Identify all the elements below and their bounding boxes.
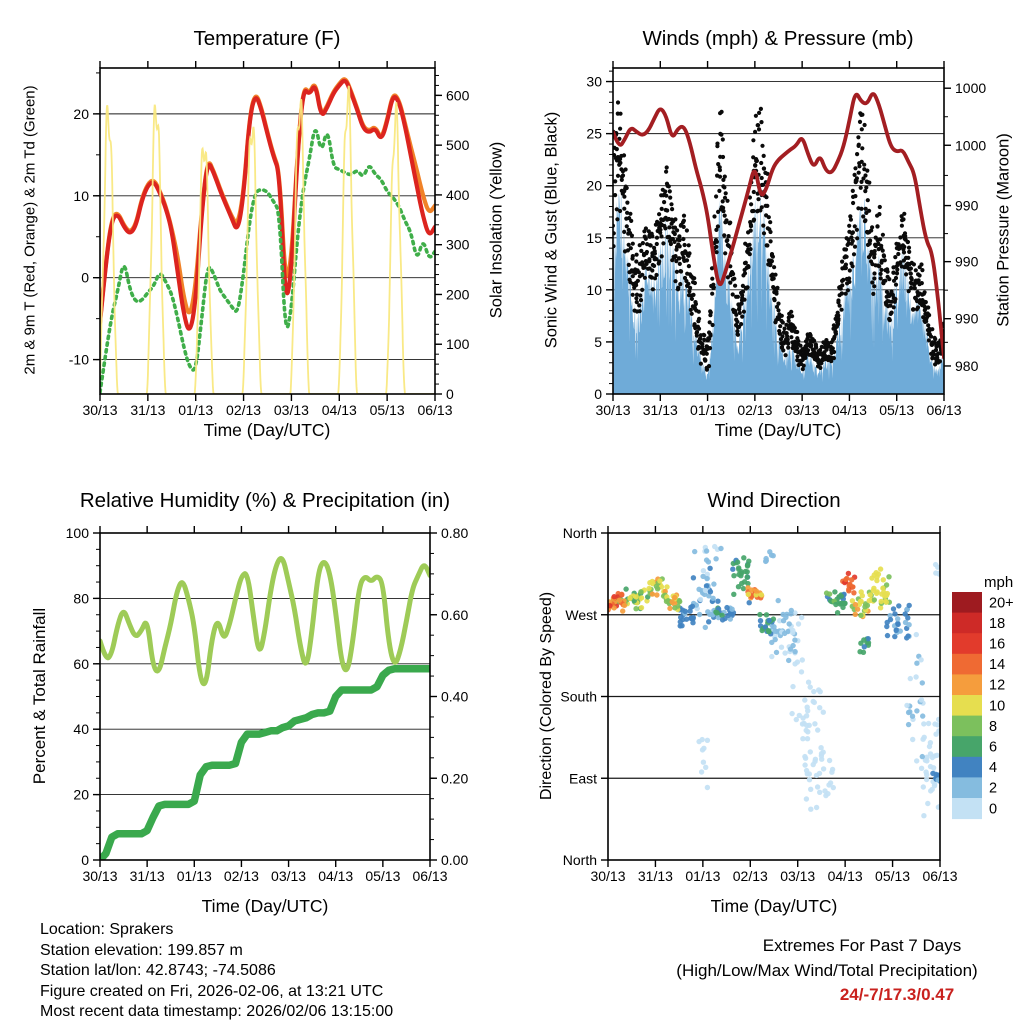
station-location: Location: Sprakers <box>40 921 174 938</box>
wind-direction-panel <box>560 525 957 884</box>
x-tick-label: 30/13 <box>595 402 631 418</box>
legend-swatch <box>952 592 982 613</box>
y-tick-label: 20 <box>73 786 89 803</box>
series-relative_humidity <box>100 559 430 684</box>
legend-label: 2 <box>989 780 998 797</box>
legend-swatch <box>952 654 982 675</box>
x-tick-label: 06/13 <box>417 402 453 418</box>
figure-created: Figure created on Fri, 2026-02-06, at 13:21 UTC <box>40 982 384 1000</box>
x-tick-label: 01/13 <box>690 402 726 418</box>
panel-title-rh-precip: Relative Humidity (%) & Precipitation (in) <box>79 489 451 512</box>
x-tick-label: 06/13 <box>922 868 958 884</box>
x-axis-label-temperature: Time (Day/UTC) <box>203 420 331 440</box>
legend-swatch <box>952 798 982 819</box>
direction-tick-label: South <box>560 688 597 705</box>
extremes-values: 24/-7/17.3/0.47 <box>839 985 955 1004</box>
pressure-tick-label: 980 <box>955 357 979 374</box>
x-tick-label: 05/13 <box>365 868 401 884</box>
legend-swatch <box>952 613 982 634</box>
legend-swatch <box>952 736 982 757</box>
x-tick-label: 04/13 <box>831 402 867 418</box>
x-tick-label: 30/13 <box>590 868 626 884</box>
direction-tick-label: East <box>568 770 597 787</box>
x-tick-label: 31/13 <box>129 868 165 884</box>
extremes-title: Extremes For Past 7 Days <box>762 936 962 955</box>
legend-swatch <box>952 633 982 654</box>
x-tick-label: 30/13 <box>82 868 118 884</box>
y-tick-label: 80 <box>73 590 89 607</box>
y-tick-label: 10 <box>73 187 89 204</box>
legend-label: 12 <box>989 677 1006 694</box>
legend-swatch <box>952 716 982 737</box>
legend-label: 14 <box>989 657 1006 674</box>
legend-swatch <box>952 757 982 778</box>
data-timestamp: Most recent data timestamp: 2026/02/06 13:15:00 <box>40 1003 394 1021</box>
y-tick-label: 10 <box>586 281 602 298</box>
x-tick-label: 06/13 <box>926 402 962 418</box>
direction-tick-label: West <box>565 606 597 623</box>
y-axis-label-temperature-left: 2m & 9m T (Red, Orange) & 2m Td (Green) <box>21 85 39 375</box>
temperature-panel <box>69 61 470 418</box>
x-tick-label: 01/13 <box>685 868 721 884</box>
direction-scatter <box>605 544 942 819</box>
y-tick-label: 0.40 <box>441 688 469 705</box>
legend-label: 4 <box>989 760 998 777</box>
legend-label: 18 <box>989 615 1006 632</box>
legend-label: 8 <box>989 718 998 735</box>
y-tick-label: 0.20 <box>441 770 469 787</box>
x-tick-label: 05/13 <box>369 402 405 418</box>
x-tick-label: 03/13 <box>784 402 820 418</box>
rh-precip-panel <box>66 525 469 884</box>
x-tick-label: 03/13 <box>271 868 307 884</box>
y-tick-label: 0.00 <box>441 852 469 868</box>
legend-label: 20+ <box>989 595 1014 612</box>
pressure-tick-label: 990 <box>955 197 979 214</box>
x-tick-label: 31/13 <box>130 402 166 418</box>
y-tick-label: 600 <box>446 87 470 104</box>
x-axis-label-wind-direction: Time (Day/UTC) <box>710 896 838 916</box>
y-tick-label: 400 <box>446 186 470 203</box>
x-tick-label: 02/13 <box>226 402 262 418</box>
x-tick-label: 02/13 <box>732 868 768 884</box>
x-tick-label: 31/13 <box>637 868 673 884</box>
y-tick-label: 5 <box>594 333 602 350</box>
y-tick-label: 60 <box>73 655 89 672</box>
x-tick-label: 05/13 <box>879 402 915 418</box>
station-info <box>40 920 393 1023</box>
legend-label: 0 <box>989 801 998 818</box>
legend-swatch <box>952 695 982 716</box>
y-tick-label: 300 <box>446 236 470 253</box>
y-tick-label: 0 <box>446 386 454 402</box>
x-tick-label: 30/13 <box>82 402 118 418</box>
legend-label: 16 <box>989 636 1006 653</box>
x-tick-label: 06/13 <box>412 868 448 884</box>
x-axis-label-wind-pressure: Time (Day/UTC) <box>714 420 842 440</box>
x-tick-label: 01/13 <box>176 868 212 884</box>
y-tick-label: 20 <box>73 105 89 122</box>
y-tick-label: -10 <box>68 351 89 368</box>
x-tick-label: 03/13 <box>780 868 816 884</box>
pressure-tick-label: 990 <box>955 253 979 270</box>
x-tick-label: 05/13 <box>875 868 911 884</box>
y-tick-label: 0 <box>81 269 89 286</box>
y-axis-label-wind-left: Sonic Wind & Gust (Blue, Black) <box>542 111 561 349</box>
y-axis-label-pressure-right: Station Pressure (Maroon) <box>994 133 1013 327</box>
extremes-subtitle: (High/Low/Max Wind/Total Precipitation) <box>676 961 978 980</box>
speed-legend <box>952 592 1014 819</box>
pressure-tick-label: 1000 <box>955 80 987 97</box>
y-tick-label: 200 <box>446 286 470 303</box>
y-tick-label: 0 <box>81 852 89 868</box>
direction-tick-label: North <box>562 525 597 541</box>
x-tick-label: 04/13 <box>318 868 354 884</box>
x-tick-label: 04/13 <box>827 868 863 884</box>
station-latlon: Station lat/lon: 42.8743; -74.5086 <box>40 962 276 980</box>
x-tick-label: 03/13 <box>273 402 309 418</box>
pressure-tick-label: 1000 <box>955 137 987 154</box>
y-tick-label: 25 <box>586 125 602 142</box>
panel-title-wind-pressure: Winds (mph) & Pressure (mb) <box>642 27 914 50</box>
wind-pressure-panel <box>586 61 986 418</box>
x-tick-label: 02/13 <box>223 868 259 884</box>
y-tick-label: 0.60 <box>441 606 469 623</box>
y-tick-label: 0.80 <box>441 525 469 541</box>
x-axis-label-rh-precip: Time (Day/UTC) <box>201 896 329 916</box>
y-axis-label-rh-left: Percent & Total Rainfall <box>30 607 49 785</box>
x-tick-label: 01/13 <box>178 402 214 418</box>
direction-tick-label: North <box>562 852 597 868</box>
y-tick-label: 30 <box>586 73 602 90</box>
y-tick-label: 500 <box>446 137 470 154</box>
legend-title-mph: mph <box>984 574 1014 591</box>
y-tick-label: 15 <box>586 229 602 246</box>
panel-title-wind-direction: Wind Direction <box>707 489 841 512</box>
legend-swatch <box>952 674 982 695</box>
x-tick-label: 04/13 <box>321 402 357 418</box>
panel-title-temperature: Temperature (F) <box>193 27 341 50</box>
legend-label: 10 <box>989 698 1006 715</box>
y-tick-label: 20 <box>586 177 602 194</box>
y-axis-label-direction-left: Direction (Colored By Speed) <box>538 591 555 801</box>
y-axis-label-solar-right: Solar Insolation (Yellow) <box>487 141 506 319</box>
pressure-tick-label: 990 <box>955 310 979 327</box>
x-tick-label: 31/13 <box>642 402 678 418</box>
station-elevation: Station elevation: 199.857 m <box>40 941 243 959</box>
legend-label: 6 <box>989 739 998 756</box>
legend-swatch <box>952 777 982 798</box>
y-tick-label: 100 <box>65 525 89 541</box>
y-tick-label: 40 <box>73 721 89 738</box>
x-tick-label: 02/13 <box>737 402 773 418</box>
y-tick-label: 100 <box>446 336 470 353</box>
series-total_rainfall <box>100 669 430 860</box>
y-tick-label: 0 <box>594 386 602 402</box>
